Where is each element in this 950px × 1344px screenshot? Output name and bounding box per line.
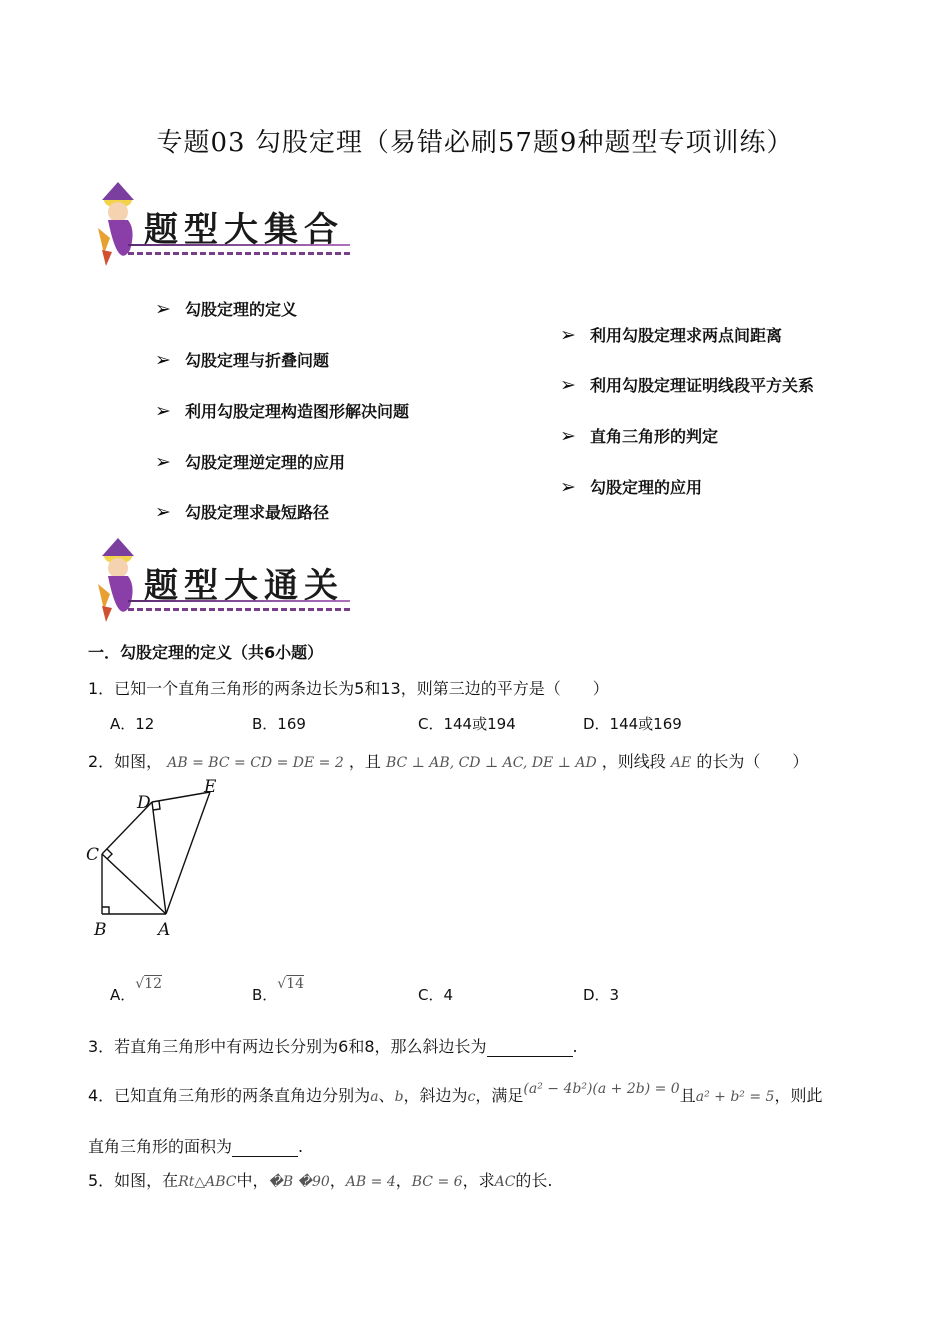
arrow-bullet-icon: ➢: [560, 324, 576, 346]
topic-item: ➢ 直角三角形的判定: [560, 425, 719, 447]
topic-item: ➢ 勾股定理逆定理的应用: [155, 451, 346, 473]
page-title: 专题03 勾股定理（易错必刷57题9种题型专项训练）: [156, 128, 794, 158]
topic-item: ➢ 勾股定理求最短路径: [155, 501, 330, 523]
label-a: A: [158, 920, 171, 940]
arrow-bullet-icon: ➢: [155, 400, 171, 422]
banner-title: 题型大通关: [144, 566, 344, 606]
question-5: 5．如图，在Rt△ABC中，�B �90，AB = 4，BC = 6，求AC的长.: [88, 1171, 553, 1190]
question-4: 4．已知直角三角形的两条直角边分别为a、b，斜边为c，满足(a² − 4b²)(a + 2b) = 0且a² + b² = 5，则此: [88, 1081, 823, 1105]
math-expression: a² + b² = 5: [695, 1089, 775, 1105]
question-3: 3．若直角三角形中有两边长分别为6和8，那么斜边长为 .: [88, 1037, 578, 1056]
q1-option-a: A．12: [110, 715, 155, 733]
banner-dash-line: [128, 252, 350, 255]
section-heading: 一．勾股定理的定义（共6小题）: [88, 643, 324, 662]
arrow-bullet-icon: ➢: [155, 298, 171, 320]
q1-option-b: B．169: [252, 715, 306, 733]
segment-ad: [152, 802, 166, 914]
section-banner-collection: [88, 180, 358, 272]
banner-title: 题型大集合: [144, 210, 344, 250]
topic-item: ➢ 利用勾股定理证明线段平方关系: [560, 374, 815, 396]
topic-item: ➢ 勾股定理的应用: [560, 476, 703, 498]
section-banner-pass: [88, 536, 358, 628]
label-d: D: [137, 793, 151, 813]
q2-option-a: A．√12: [110, 976, 163, 1004]
topic-item: ➢ 勾股定理的定义: [155, 298, 298, 320]
arrow-bullet-icon: ➢: [155, 451, 171, 473]
q2-geometry-figure: [80, 778, 230, 943]
answer-blank: [232, 1140, 298, 1157]
segment-ac: [102, 854, 166, 914]
right-angle-mark-b: [102, 907, 109, 914]
arrow-bullet-icon: ➢: [560, 374, 576, 396]
label-b: B: [94, 920, 107, 940]
segment-de: [152, 792, 210, 802]
math-expression: BC ⊥ AB, CD ⊥ AC, DE ⊥ AD: [385, 755, 597, 771]
arrow-bullet-icon: ➢: [560, 476, 576, 498]
sqrt-expression: √14: [277, 976, 305, 992]
label-c: C: [86, 845, 100, 865]
q1-option-d: D．144或169: [583, 715, 682, 733]
math-expression: AB = BC = CD = DE = 2: [167, 755, 344, 771]
question-1-stem: 1．已知一个直角三角形的两条边长为5和13，则第三边的平方是（ ）: [88, 679, 609, 698]
question-4-line2: 直角三角形的面积为 .: [88, 1137, 304, 1156]
math-expression: (a² − 4b²)(a + 2b) = 0: [523, 1081, 680, 1097]
topic-item: ➢ 勾股定理与折叠问题: [155, 349, 330, 371]
topic-item: ➢ 利用勾股定理求两点间距离: [560, 324, 783, 346]
arrow-bullet-icon: ➢: [155, 349, 171, 371]
wizard-mascot-icon: [88, 536, 148, 626]
q2-option-d: D．3: [583, 986, 620, 1004]
q1-option-c: C．144或194: [418, 715, 516, 733]
topic-item: ➢ 利用勾股定理构造图形解决问题: [155, 400, 410, 422]
label-e: E: [204, 778, 217, 797]
q2-option-b: B．√14: [252, 976, 305, 1004]
answer-blank: [487, 1040, 573, 1057]
right-angle-mark-c: [107, 849, 112, 859]
arrow-bullet-icon: ➢: [560, 425, 576, 447]
sqrt-expression: √12: [135, 976, 163, 992]
banner-dash-line: [128, 608, 350, 611]
wizard-mascot-icon: [88, 180, 148, 270]
math-expression: AE: [670, 755, 692, 771]
q2-option-c: C．4: [418, 986, 454, 1004]
segment-ae: [166, 792, 210, 914]
arrow-bullet-icon: ➢: [155, 501, 171, 523]
question-2-stem: 2．如图， AB = BC = CD = DE = 2 ，且 BC ⊥ AB, CD ⊥ AC, DE ⊥ AD ，则线段 AE 的长为（ ）: [88, 752, 809, 771]
